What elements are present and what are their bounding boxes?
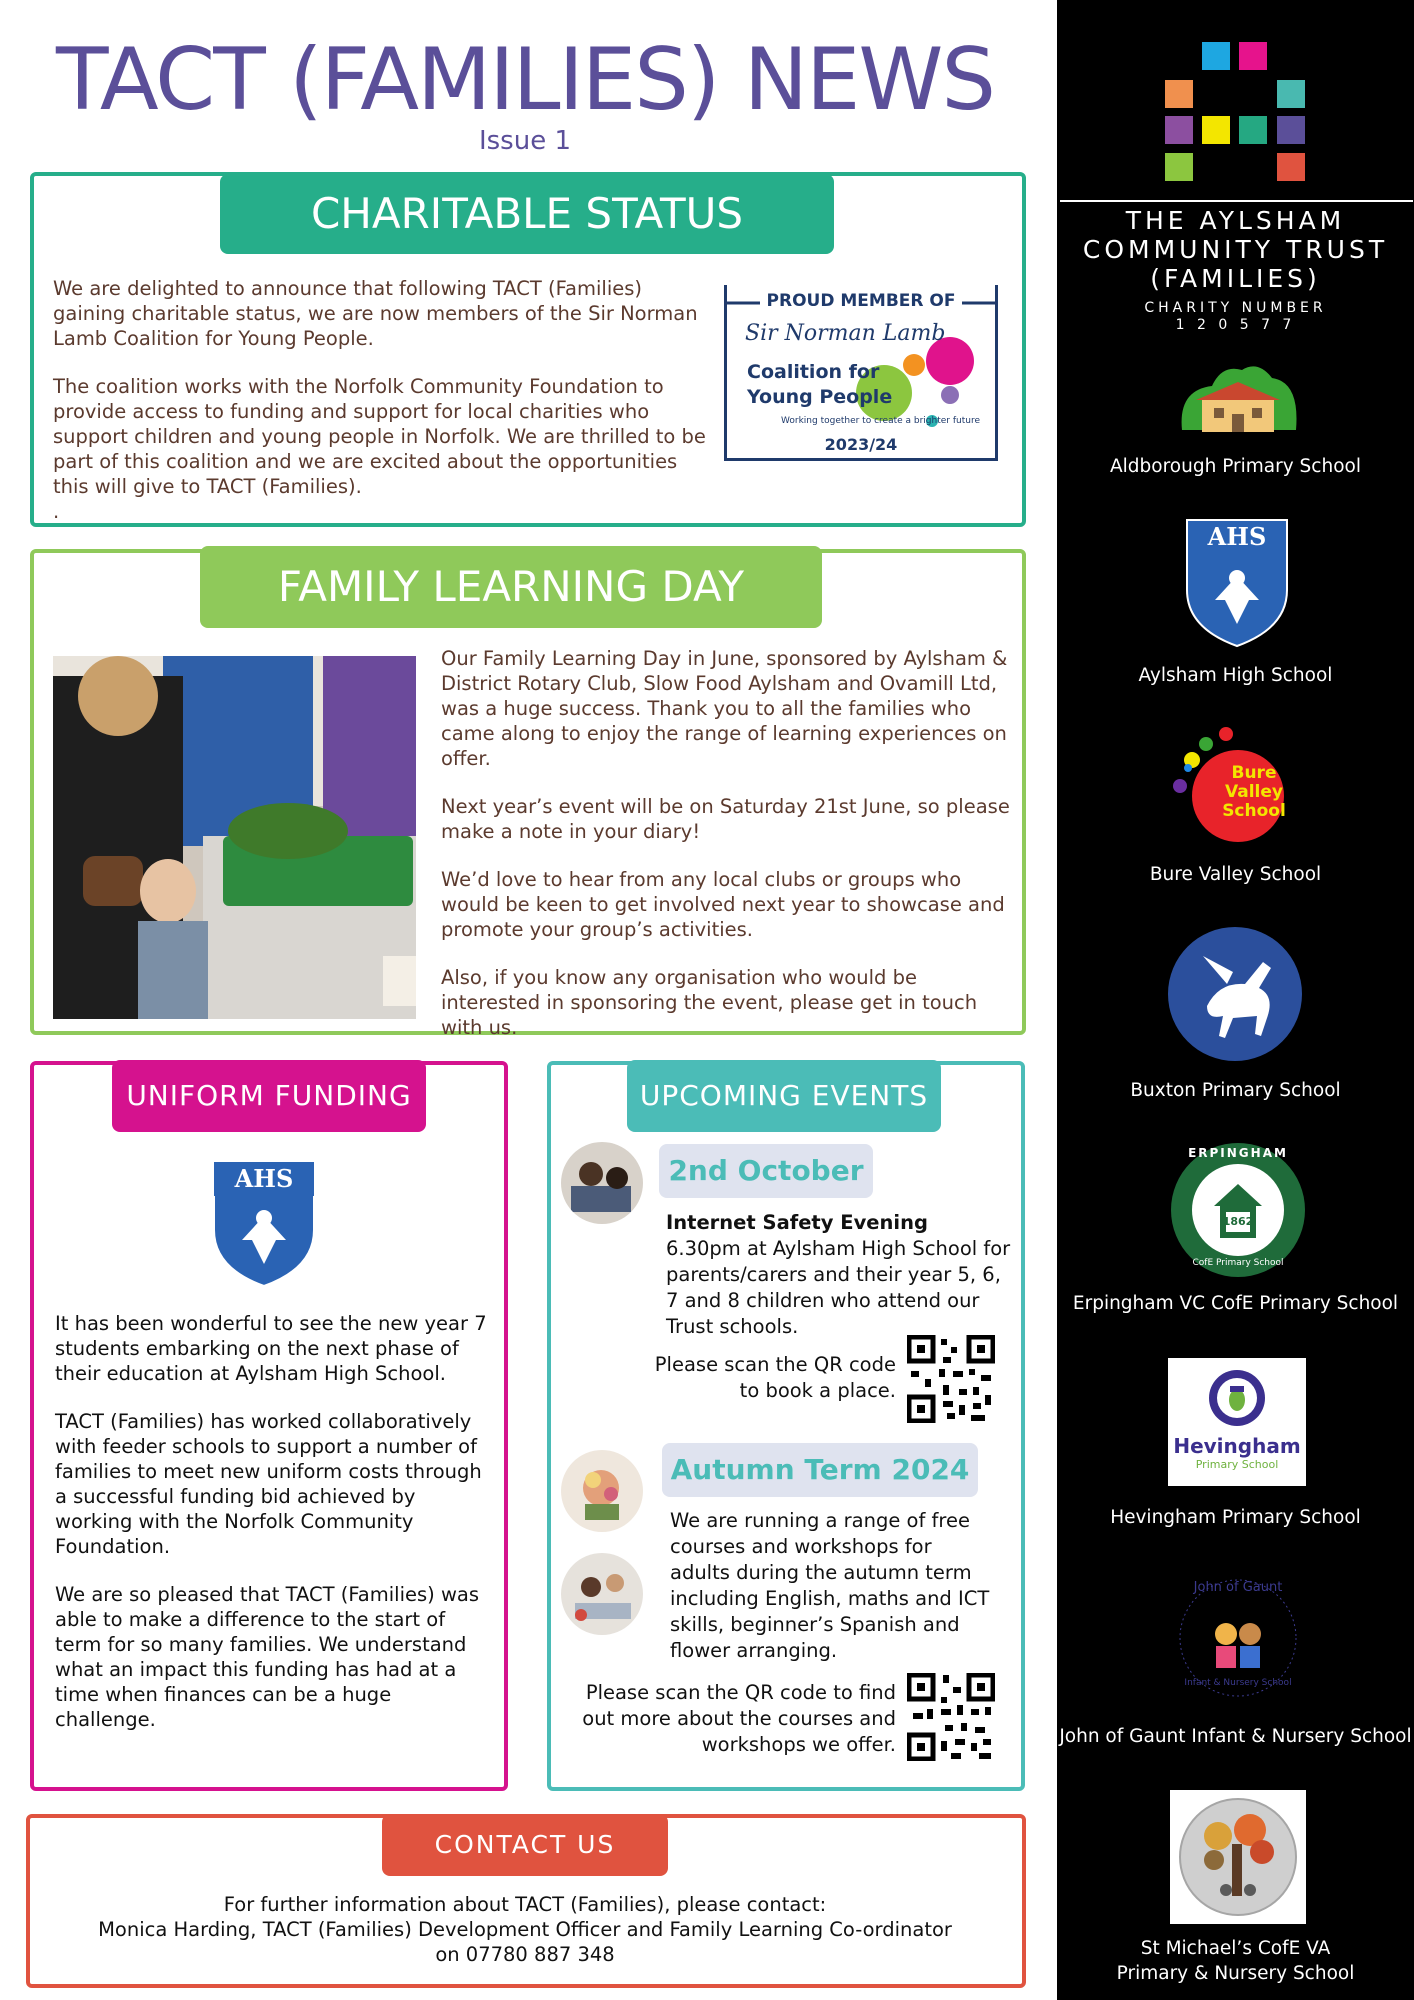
event1-text: 6.30pm at Aylsham High School for parents/carers and their year 5, 6, 7 and 8 children who attend our Trust schools. — [666, 1237, 1011, 1338]
qr-code-icon — [907, 1335, 995, 1423]
erpingham-logo-icon — [1170, 1142, 1306, 1278]
ahs-crest-icon — [212, 1160, 316, 1288]
charitable-status-heading: CHARITABLE STATUS — [220, 174, 834, 254]
charity-number-value: 1 2 0 5 7 7 — [1175, 317, 1296, 333]
family-para-3: We’d love to hear from any local clubs or groups who would be keen to get involved next year to showcase and promote your group’s activities. — [441, 868, 1005, 941]
family-para-2: Next year’s event will be on Saturday 21st June, so please make a note in your diary! — [441, 795, 1010, 843]
coalition-logo-line1: Coalition for — [747, 361, 880, 383]
event1-title: Internet Safety Evening — [666, 1211, 928, 1234]
sidebar-divider — [1060, 200, 1413, 202]
ahs-crest-text: AHS — [234, 1164, 294, 1193]
hevingham-logo-sub: Primary School — [1195, 1458, 1279, 1471]
family-learning-photo-graphic — [53, 656, 416, 1019]
event2-text: We are running a range of free courses and workshops for adults during the autumn term including English, maths and ICT skills, beginner’s Spanish and flower arranging. — [670, 1509, 990, 1662]
bure-valley-logo-text: Bure Valley School — [1222, 763, 1286, 821]
hevingham-logo-icon — [1168, 1358, 1306, 1486]
bure-valley-logo-icon — [1168, 724, 1298, 854]
issue-number: Issue 1 — [478, 126, 572, 156]
coalition-logo-year: 2023/24 — [824, 435, 898, 454]
school-name-st-michaels — [1057, 1936, 1414, 1986]
aylsham-high-logo-icon — [1185, 518, 1289, 648]
contact-line-2: Monica Harding, TACT (Families) Development Officer and Family Learning Co-ordinator — [98, 1918, 952, 1941]
family-para-4: Also, if you know any organisation who would be interested in sponsoring the event, please get in touch with us. — [441, 966, 978, 1039]
trust-name — [1057, 206, 1414, 293]
coalition-logo-line2: Young People — [747, 386, 893, 408]
charitable-status-body — [53, 276, 708, 547]
school-name-erpingham: Erpingham VC CofE Primary School — [1072, 1293, 1399, 1314]
erpingham-logo-year: 1862 — [1222, 1215, 1254, 1228]
family-learning-heading: FAMILY LEARNING DAY — [200, 546, 822, 628]
charitable-para-2: The coalition works with the Norfolk Community Foundation to provide access to funding and support for local charities who support children and young people in Norfolk. We are thrilled to be part of this coalition and we are excited about the opportunities this will give to TACT (Families). — [53, 375, 706, 498]
school-name-aylsham-high: Aylsham High School — [1138, 665, 1333, 686]
uniform-para-1: It has been wonderful to see the new year 7 students embarking on the next phase of their education at Aylsham High School. — [55, 1312, 487, 1385]
aylsham-high-logo-text: AHS — [1207, 522, 1267, 551]
school-name-aldborough: Aldborough Primary School — [1110, 456, 1361, 477]
erpingham-logo-sub: CofE Primary School — [1192, 1258, 1284, 1268]
coalition-logo-top: PROUD MEMBER OF — [766, 291, 956, 311]
event1-qr-text: Please scan the QR code to book a place. — [654, 1353, 896, 1402]
event2-qr-code[interactable] — [907, 1673, 995, 1761]
john-of-gaunt-logo-text: John of Gaunt — [1193, 1580, 1283, 1595]
charity-number — [1057, 300, 1414, 334]
event2-qr-text: Please scan the QR code to find out more about the courses and workshops we offer. — [582, 1681, 896, 1756]
uniform-funding-heading: UNIFORM FUNDING — [112, 1060, 426, 1132]
event2-photo-workshop — [561, 1553, 643, 1635]
school-name-bure-valley: Bure Valley School — [1149, 864, 1322, 885]
school-name-buxton: Buxton Primary School — [1130, 1080, 1341, 1101]
coalition-logo-signature: Sir Norman Lamb — [745, 321, 946, 346]
charitable-para-1: We are delighted to announce that following TACT (Families) gaining charitable status, we are now members of the Sir Norman Lamb Coalition for Young People. — [53, 277, 698, 350]
school-name-st-michaels-line-1: St Michael’s CofE VA — [1140, 1938, 1331, 1959]
event1-qr-code[interactable] — [907, 1335, 995, 1423]
family-learning-photo — [53, 656, 416, 1019]
contact-heading: CONTACT US — [382, 1814, 668, 1876]
coalition-logo — [724, 285, 998, 461]
john-of-gaunt-logo-sub: Infant & Nursery School — [1184, 1678, 1292, 1688]
qr-code-icon — [907, 1673, 995, 1761]
trust-name-line-2: COMMUNITY TRUST — [1082, 235, 1389, 264]
buxton-logo-icon — [1167, 926, 1303, 1062]
event1-photo — [561, 1142, 643, 1224]
event1-details — [666, 1210, 1011, 1340]
family-learning-body — [441, 646, 1011, 1040]
contact-line-1: For further information about TACT (Families), please contact: — [223, 1893, 827, 1916]
trust-name-line-3: (FAMILIES) — [1150, 264, 1321, 293]
family-para-1: Our Family Learning Day in June, sponsored by Aylsham & District Rotary Club, Slow Food Aylsham and Ovamill Ltd, was a huge success. Thank you to all the families who came along to enjoy the range of learning experiences on offer. — [441, 647, 1008, 770]
event2-date: Autumn Term 2024 — [662, 1443, 978, 1497]
john-of-gaunt-logo-icon — [1170, 1570, 1306, 1706]
erpingham-logo-text: ERPINGHAM — [1188, 1146, 1288, 1160]
contact-phone: on 07780 887 348 — [435, 1943, 615, 1966]
upcoming-events-heading: UPCOMING EVENTS — [627, 1060, 941, 1132]
aldborough-logo-icon — [1172, 360, 1304, 432]
hevingham-logo-text: Hevingham — [1173, 1434, 1301, 1458]
school-name-hevingham: Hevingham Primary School — [1110, 1507, 1361, 1528]
coalition-logo-tagline: Working together to create a brighter future — [781, 416, 980, 426]
uniform-para-3: We are so pleased that TACT (Families) was able to make a difference to the start of term for so many families. We understand what an impact this funding has had at a time when finances can be a huge challenge. — [55, 1583, 480, 1731]
school-name-st-michaels-line-2: Primary & Nursery School — [1116, 1963, 1355, 1984]
charity-number-label: CHARITY NUMBER — [1144, 300, 1327, 316]
event2-photo-flowers — [561, 1450, 643, 1532]
charitable-para-3: . — [53, 500, 60, 523]
school-name-john-of-gaunt: John of Gaunt Infant & Nursery School — [1059, 1726, 1412, 1747]
event1-date: 2nd October — [659, 1144, 873, 1198]
trust-name-line-1: THE AYLSHAM — [1125, 206, 1346, 235]
uniform-para-2: TACT (Families) has worked collaboratively with feeder schools to support a number of families to meet new uniform costs through a successful funding bid achieved by working with the Norfolk Community Foundation. — [55, 1410, 482, 1558]
contact-text — [40, 1892, 1010, 1967]
uniform-funding-body — [55, 1311, 495, 1755]
newsletter-title: TACT (FAMILIES) NEWS — [56, 30, 994, 130]
st-michaels-logo-icon — [1170, 1790, 1306, 1924]
